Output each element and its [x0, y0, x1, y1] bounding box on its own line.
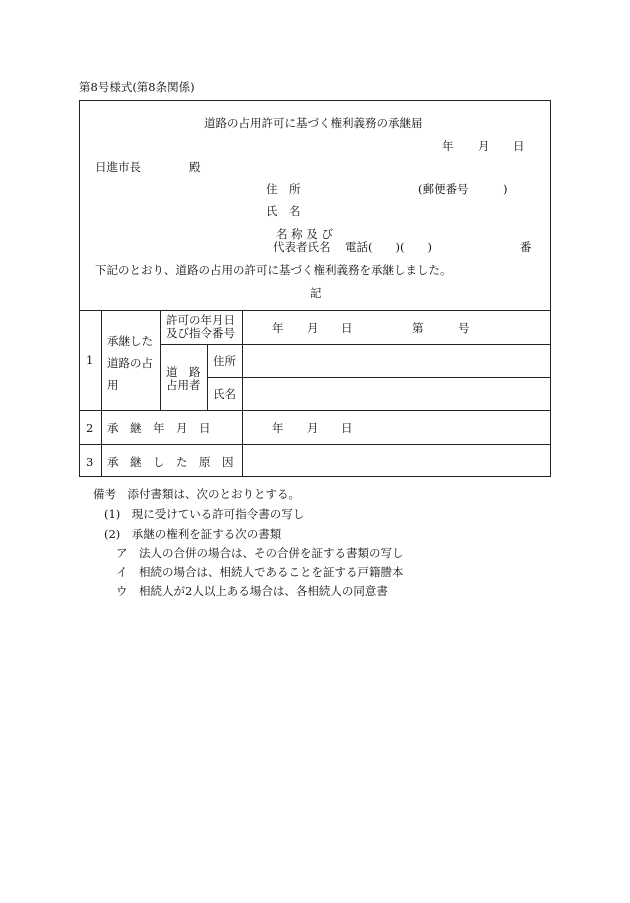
- form-title: 道路の占用許可に基づく権利義務の承継届: [204, 116, 423, 130]
- table-label-column-line: [160, 310, 161, 410]
- notes-item-i: イ 相続の場合は、相続人であることを証する戸籍謄本: [116, 565, 404, 579]
- row2-number: 2: [86, 421, 94, 435]
- permit-dai: 第: [412, 321, 424, 335]
- statement: 下記のとおり、道路の占用の許可に基づく権利義務を承継しました。: [95, 263, 452, 277]
- notes-item-1: (1) 現に受けている許可指令書の写し: [104, 507, 305, 521]
- occupant-name-label: 氏名: [213, 387, 236, 401]
- occupant-label-line: 道 路: [166, 365, 201, 379]
- representative-name-label: 代表者氏名: [273, 240, 331, 254]
- row2-label: 承 継 年 月 日: [107, 421, 211, 435]
- notes-header: 備考 添付書類は、次のとおりとする。: [93, 487, 300, 501]
- permit-label: [166, 314, 235, 340]
- notes-item-a: ア 法人の合併の場合は、その合併を証する書類の写し: [116, 546, 404, 560]
- table-number-column-line: [101, 310, 102, 477]
- table-row1-bottom-line: [79, 410, 551, 411]
- table-row2-bottom-line: [79, 444, 551, 445]
- form-number: 第8号様式(第8条関係): [79, 80, 195, 94]
- row1-label-line: 用: [107, 378, 119, 392]
- date-month: 月: [478, 139, 490, 153]
- permit-month: 月: [307, 321, 319, 335]
- permit-label-line: 及び指令番号: [166, 326, 235, 340]
- succession-day: 日: [341, 421, 353, 435]
- row1-label-line: 承継した: [107, 334, 153, 348]
- occupant-address-label: 住所: [213, 354, 236, 368]
- corporate-name-label: 名 称 及 び: [276, 227, 333, 241]
- succession-month: 月: [307, 421, 319, 435]
- permit-go: 号: [458, 321, 470, 335]
- occupant-label: [166, 366, 201, 392]
- notes-item-2: (2) 承継の権利を証する次の書類: [104, 527, 282, 541]
- permit-day: 日: [341, 321, 353, 335]
- addressee: 日進市長: [95, 160, 141, 174]
- permit-year: 年: [272, 321, 284, 335]
- occupant-label-line: 占用者: [166, 378, 201, 392]
- notes-item-u: ウ 相続人が2人以上ある場合は、各相続人の同意書: [116, 584, 388, 598]
- ki-label: 記: [310, 286, 322, 300]
- row3-number: 3: [86, 455, 94, 469]
- row1-label: [107, 330, 153, 396]
- succession-year: 年: [272, 421, 284, 435]
- row1-number: 1: [86, 353, 94, 367]
- permit-label-line: 許可の年月日: [166, 313, 235, 327]
- address-label: 住 所: [266, 182, 301, 196]
- phone-label: 電話( )( ): [345, 240, 432, 254]
- row1-label-line: 道路の占: [107, 356, 153, 370]
- postal-code-label: (郵便番号 ): [418, 182, 508, 196]
- honorific: 殿: [189, 160, 201, 174]
- date-year: 年: [442, 139, 454, 153]
- name-label: 氏 名: [266, 204, 301, 218]
- row3-label: 承 継 し た 原 因: [107, 455, 234, 469]
- table-value-column-line: [242, 310, 243, 477]
- table-top-line: [79, 310, 551, 311]
- table-address-bottom-line: [207, 377, 551, 378]
- date-day: 日: [513, 139, 525, 153]
- phone-ban: 番: [520, 240, 532, 254]
- table-permit-bottom-line: [160, 344, 551, 345]
